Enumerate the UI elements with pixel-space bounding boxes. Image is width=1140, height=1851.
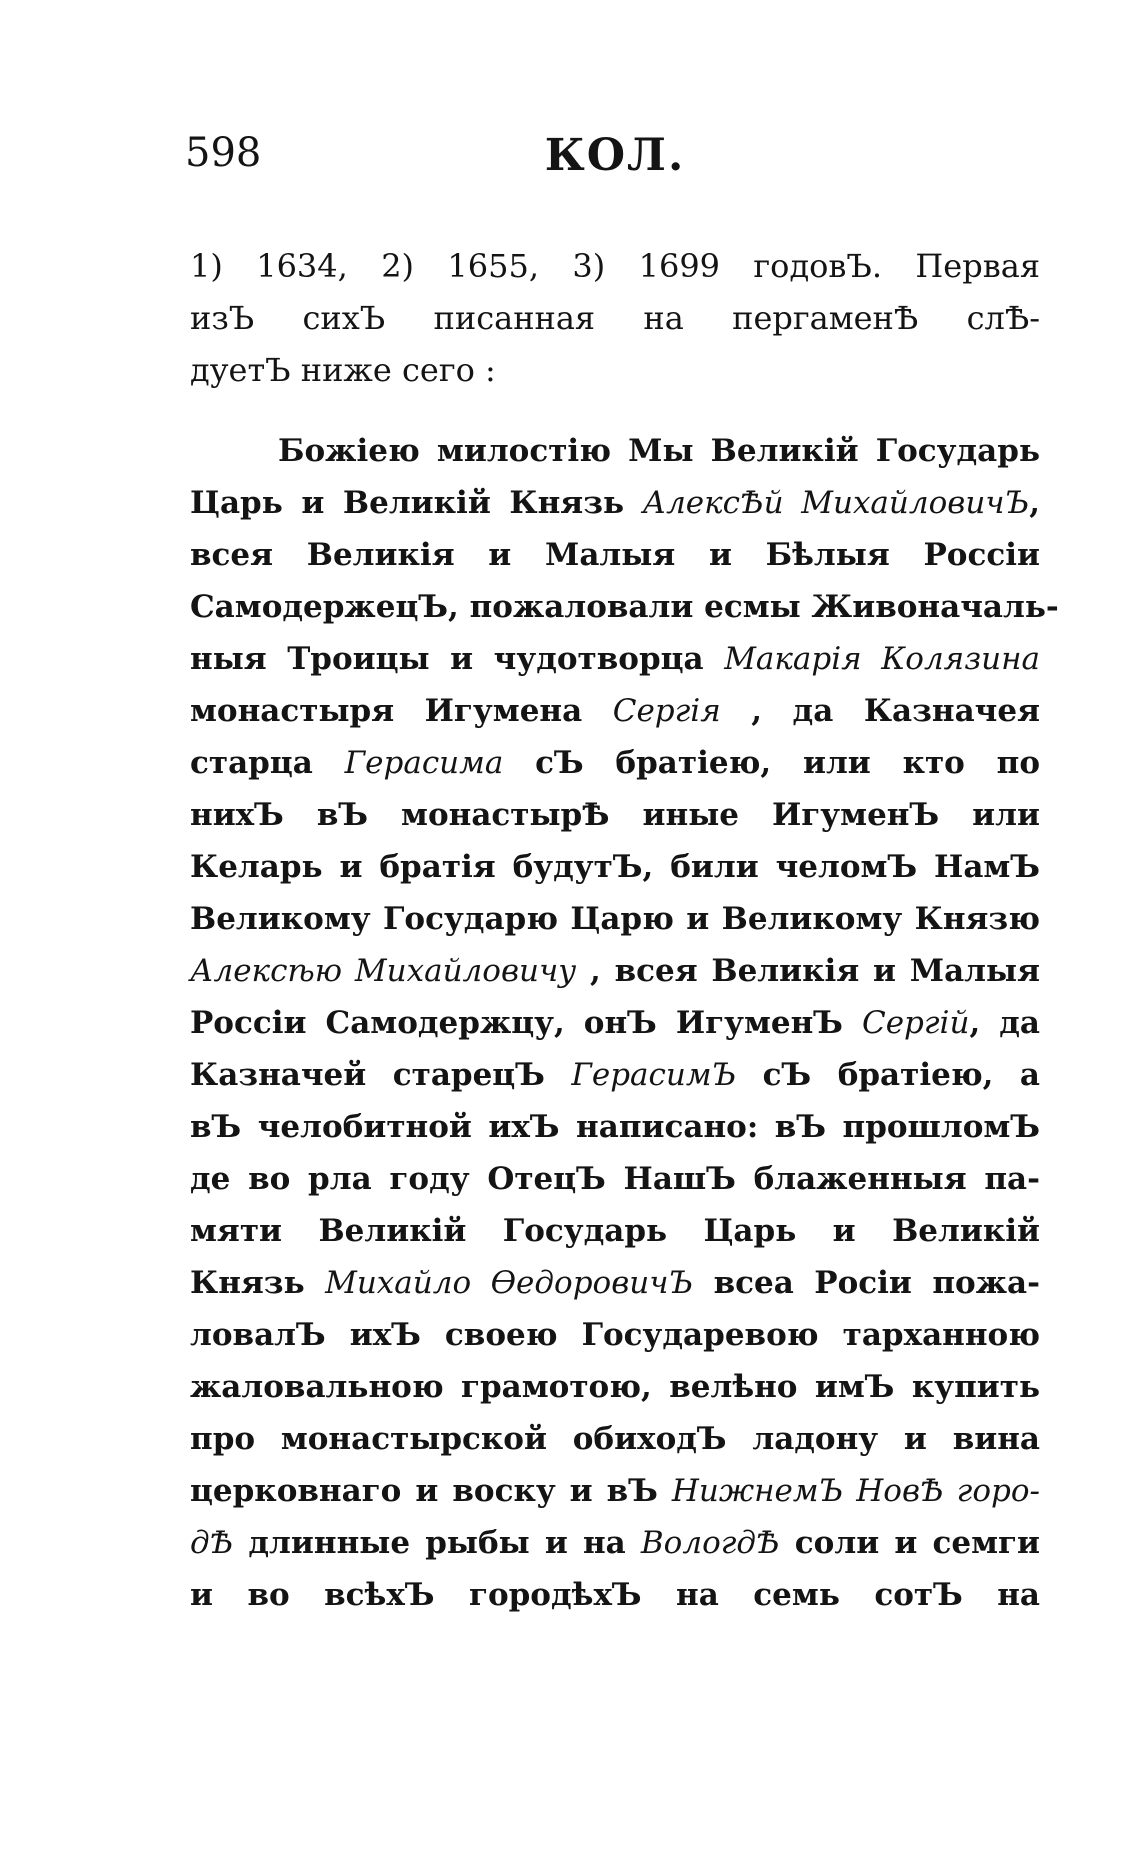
text-run: жаловальною грамотою, велѣно имЪ купить <box>190 1369 1040 1405</box>
text-run: всеа Росіи пожа- <box>693 1265 1040 1301</box>
text-run: старца <box>190 745 345 781</box>
text-line <box>190 789 1040 841</box>
italic-name: Сергія <box>612 693 721 729</box>
text-run: сЪ братіею, или кто по <box>503 745 1040 781</box>
text-run: Царь и Великій Князь <box>190 485 643 521</box>
text-run: , <box>1029 485 1040 521</box>
italic-name: ГерасимЪ <box>571 1057 737 1093</box>
text-line <box>190 1205 1040 1257</box>
italic-name: НижнемЪ НовѢ горо- <box>671 1473 1040 1509</box>
text-run: мяти Великій Государь Царь и Великій <box>190 1213 1040 1249</box>
running-head: КОЛ. <box>544 130 686 181</box>
italic-name: Макарія Колязина <box>724 641 1040 677</box>
text-line <box>190 581 1059 633</box>
text-run: де во рла году ОтецЪ НашЪ блаженныя па- <box>190 1161 1040 1197</box>
text-line <box>190 1517 1040 1569</box>
text-line <box>190 425 1040 477</box>
text-run: , да <box>969 1005 1040 1041</box>
text-run: монастыря Игумена <box>190 693 613 729</box>
text-run: ныя Троицы и чудотворца <box>190 641 725 677</box>
text-run: , всея Великія и Малыя <box>576 953 1040 989</box>
text-run: ловалЪ ихЪ своею Государевою тарханною <box>190 1317 1040 1353</box>
text-run: церковнаго и воску и вЪ <box>190 1473 672 1509</box>
text-line <box>190 737 1040 789</box>
italic-name: Сергій <box>861 1005 970 1041</box>
text-run: про монастырской обиходЪ ладону и вина <box>190 1421 1040 1457</box>
text-line <box>190 1101 1040 1153</box>
text-run: Божіею милостію Мы Великій Государь <box>278 433 1040 469</box>
italic-name: Герасима <box>344 745 504 781</box>
text-run: Князь <box>190 1265 326 1301</box>
intro-paragraph <box>190 240 1040 396</box>
text-line <box>190 685 1040 737</box>
text-run: вЪ челобитной ихЪ написано: вЪ прошломЪ <box>190 1109 1040 1145</box>
text-run: Келарь и братія будутЪ, били челомЪ НамЪ <box>190 849 1040 885</box>
text-run: длинные рыбы и на <box>233 1525 641 1561</box>
text-line: дуетЪ ниже сего : <box>190 351 496 389</box>
text-line: изЪ сихЪ писанная на пергаменѢ слѢ- <box>190 299 1040 337</box>
italic-name: дѢ <box>190 1525 234 1561</box>
italic-name: АлексѢй МихайловичЪ <box>642 485 1030 521</box>
text-run: Великому Государю Царю и Великому Князю <box>190 901 1040 937</box>
text-line <box>190 997 1040 1049</box>
text-line <box>190 1569 1040 1621</box>
text-line: 1) 1634, 2) 1655, 3) 1699 годовЪ. Первая <box>190 247 1040 285</box>
text-run: сЪ братіею, а <box>736 1057 1040 1093</box>
page-header <box>185 130 1045 200</box>
text-line <box>190 1309 1040 1361</box>
text-line <box>190 841 1040 893</box>
text-run: нихЪ вЪ монастырѢ иные ИгуменЪ или <box>190 797 1040 833</box>
text-run: СамодержецЪ, пожаловали есмы Живоначаль- <box>190 589 1059 625</box>
text-run: , да Казначея <box>720 693 1040 729</box>
text-line <box>190 633 1040 685</box>
text-run: соли и семги <box>779 1525 1040 1561</box>
text-line <box>190 945 1040 997</box>
text-line <box>190 477 1040 529</box>
text-line <box>190 1153 1040 1205</box>
text-run: и во всѣхЪ городѣхЪ на семь сотЪ на <box>190 1577 1040 1613</box>
italic-name: Алексѣю Михайловичу <box>190 953 577 989</box>
text-line <box>190 1361 1040 1413</box>
text-line <box>190 1465 1040 1517</box>
text-line <box>190 1257 1040 1309</box>
text-line <box>190 893 1040 945</box>
charter-text <box>190 425 1059 1621</box>
text-run: Россіи Самодержцу, онЪ ИгуменЪ <box>190 1005 862 1041</box>
text-run: всея Великія и Малыя и Бѣлыя Россіи <box>190 537 1040 573</box>
text-line <box>190 529 1040 581</box>
text-line <box>190 1049 1040 1101</box>
text-run: Казначей старецЪ <box>190 1057 572 1093</box>
italic-name: Михайло ѲедоровичЪ <box>325 1265 694 1301</box>
text-line <box>190 1413 1040 1465</box>
italic-name: ВологдѢ <box>640 1525 780 1561</box>
page-number: 598 <box>185 130 262 176</box>
